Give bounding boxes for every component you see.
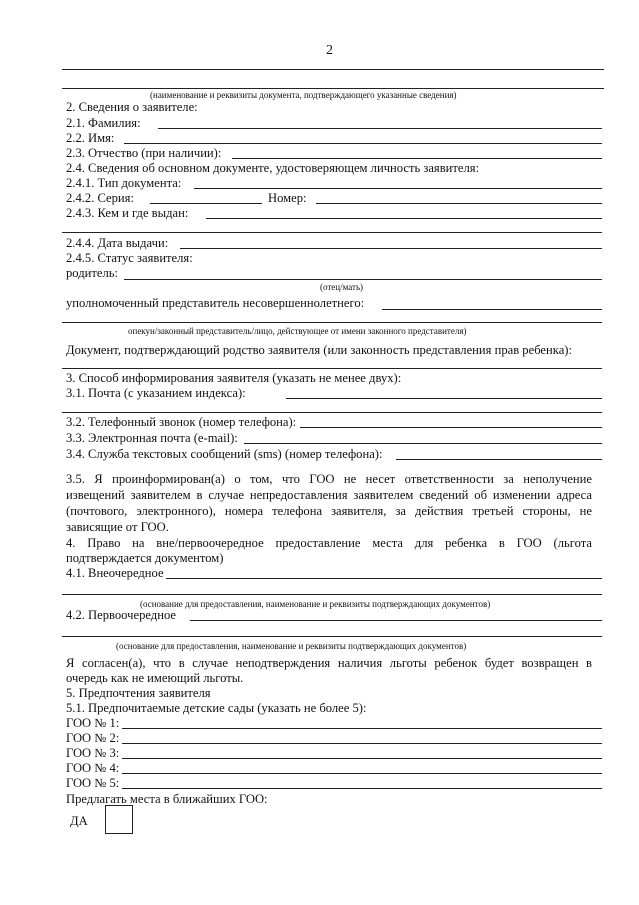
patronymic-field[interactable]: [232, 158, 602, 159]
id-doc-heading: 2.4. Сведения об основном документе, удостоверяющем личность заявителя:: [66, 161, 480, 175]
issued-by-field[interactable]: [206, 218, 602, 219]
representative-field-2[interactable]: [62, 322, 602, 323]
phone-field[interactable]: [300, 427, 602, 428]
sms-field[interactable]: [396, 459, 602, 460]
parent-label: родитель:: [66, 266, 118, 280]
goo-5-field[interactable]: [122, 788, 602, 789]
goo-4-label: ГОО № 4:: [66, 761, 120, 775]
kinship-doc-label: Документ, подтверждающий родство заявителя (или законность представления прав ребенка):: [66, 343, 572, 357]
caption-guardian: опекун/законный представитель/лицо, действующее от имени законного представителя): [128, 326, 467, 336]
parent-field[interactable]: [124, 279, 602, 280]
doc-type-field[interactable]: [194, 188, 602, 189]
goo-2-field[interactable]: [122, 743, 602, 744]
phone-label: 3.2. Телефонный звонок (номер телефона):: [66, 415, 297, 429]
issue-date-label: 2.4.4. Дата выдачи:: [66, 236, 169, 250]
issue-date-field[interactable]: [180, 248, 602, 249]
name-label: 2.2. Имя:: [66, 131, 115, 145]
post-label: 3.1. Почта (с указанием индекса):: [66, 386, 246, 400]
number-field[interactable]: [316, 203, 602, 204]
notice-line: (почтового, электронного), номера телефона заявителя, за действия третьей стороны, не: [66, 504, 592, 518]
yes-checkbox[interactable]: [105, 805, 133, 834]
goo-1-field[interactable]: [122, 728, 602, 729]
extraordinary-field-2[interactable]: [62, 594, 602, 595]
name-field[interactable]: [124, 143, 602, 144]
priority-label: 4.2. Первоочередное: [66, 608, 176, 622]
caption-extraordinary: (основание для предоставления, наименование и реквизиты подтверждающих документов): [140, 599, 491, 609]
extraordinary-field[interactable]: [166, 578, 602, 579]
goo-1-label: ГОО № 1:: [66, 716, 120, 730]
section-2-heading: 2. Сведения о заявителе:: [66, 100, 198, 114]
goo-3-field[interactable]: [122, 758, 602, 759]
nearest-label: Предлагать места в ближайших ГОО:: [66, 792, 268, 806]
goo-3-label: ГОО № 3:: [66, 746, 120, 760]
kindergartens-label: 5.1. Предпочитаемые детские сады (указать не более 5):: [66, 701, 367, 715]
goo-4-field[interactable]: [122, 773, 602, 774]
post-field-2[interactable]: [62, 412, 602, 413]
priority-field[interactable]: [190, 620, 602, 621]
priority-field-2[interactable]: [62, 636, 602, 637]
representative-field[interactable]: [382, 309, 602, 310]
section-3-heading: 3. Способ информирования заявителя (указать не менее двух):: [66, 371, 402, 385]
section-4-heading: 4. Право на вне/первоочередное предоставление места для ребенка в ГОО (льгота: [66, 536, 592, 550]
post-field[interactable]: [286, 398, 602, 399]
notice-line: 3.5. Я проинформирован(а) о том, что ГОО не несет ответственности за неполучение: [66, 472, 592, 486]
page-number: 2: [326, 43, 333, 58]
blank-line: [62, 69, 604, 70]
email-field[interactable]: [244, 443, 602, 444]
representative-label: уполномоченный представитель несовершеннолетнего:: [66, 296, 365, 310]
section-5-heading: 5. Предпочтения заявителя: [66, 686, 211, 700]
consent-line: Я согласен(а), что в случае неподтверждения наличия льготы ребенок будет возвращен в: [66, 656, 592, 670]
sms-label: 3.4. Служба текстовых сообщений (sms) (номер телефона):: [66, 447, 383, 461]
blank-line: [62, 88, 604, 89]
series-field[interactable]: [150, 203, 262, 204]
caption-parent: (отец/мать): [320, 282, 364, 292]
yes-label: ДА: [70, 814, 88, 828]
number-label: Номер:: [268, 191, 307, 205]
status-label: 2.4.5. Статус заявителя:: [66, 251, 193, 265]
goo-5-label: ГОО № 5:: [66, 776, 120, 790]
kinship-doc-field[interactable]: [62, 368, 602, 369]
doc-type-label: 2.4.1. Тип документа:: [66, 176, 182, 190]
extraordinary-label: 4.1. Внеочередное: [66, 566, 164, 580]
notice-line: зависящие от ГОО.: [66, 520, 169, 534]
section-4-heading-cont: подтверждается документом): [66, 551, 224, 565]
notice-line: извещений заявителем в случае непредоставления заявителем сведений об изменении адреса: [66, 488, 592, 502]
issued-by-field-2[interactable]: [62, 232, 602, 233]
caption-doc-name: (наименование и реквизиты документа, подтверждающего указанные сведения): [150, 90, 457, 100]
goo-2-label: ГОО № 2:: [66, 731, 120, 745]
caption-priority: (основание для предоставления, наименование и реквизиты подтверждающих документов): [116, 641, 467, 651]
surname-label: 2.1. Фамилия:: [66, 116, 141, 130]
issued-by-label: 2.4.3. Кем и где выдан:: [66, 206, 189, 220]
consent-line: очередь как не имеющий льготы.: [66, 671, 244, 685]
email-label: 3.3. Электронная почта (e-mail):: [66, 431, 238, 445]
surname-field[interactable]: [158, 128, 602, 129]
patronymic-label: 2.3. Отчество (при наличии):: [66, 146, 222, 160]
series-label: 2.4.2. Серия:: [66, 191, 134, 205]
